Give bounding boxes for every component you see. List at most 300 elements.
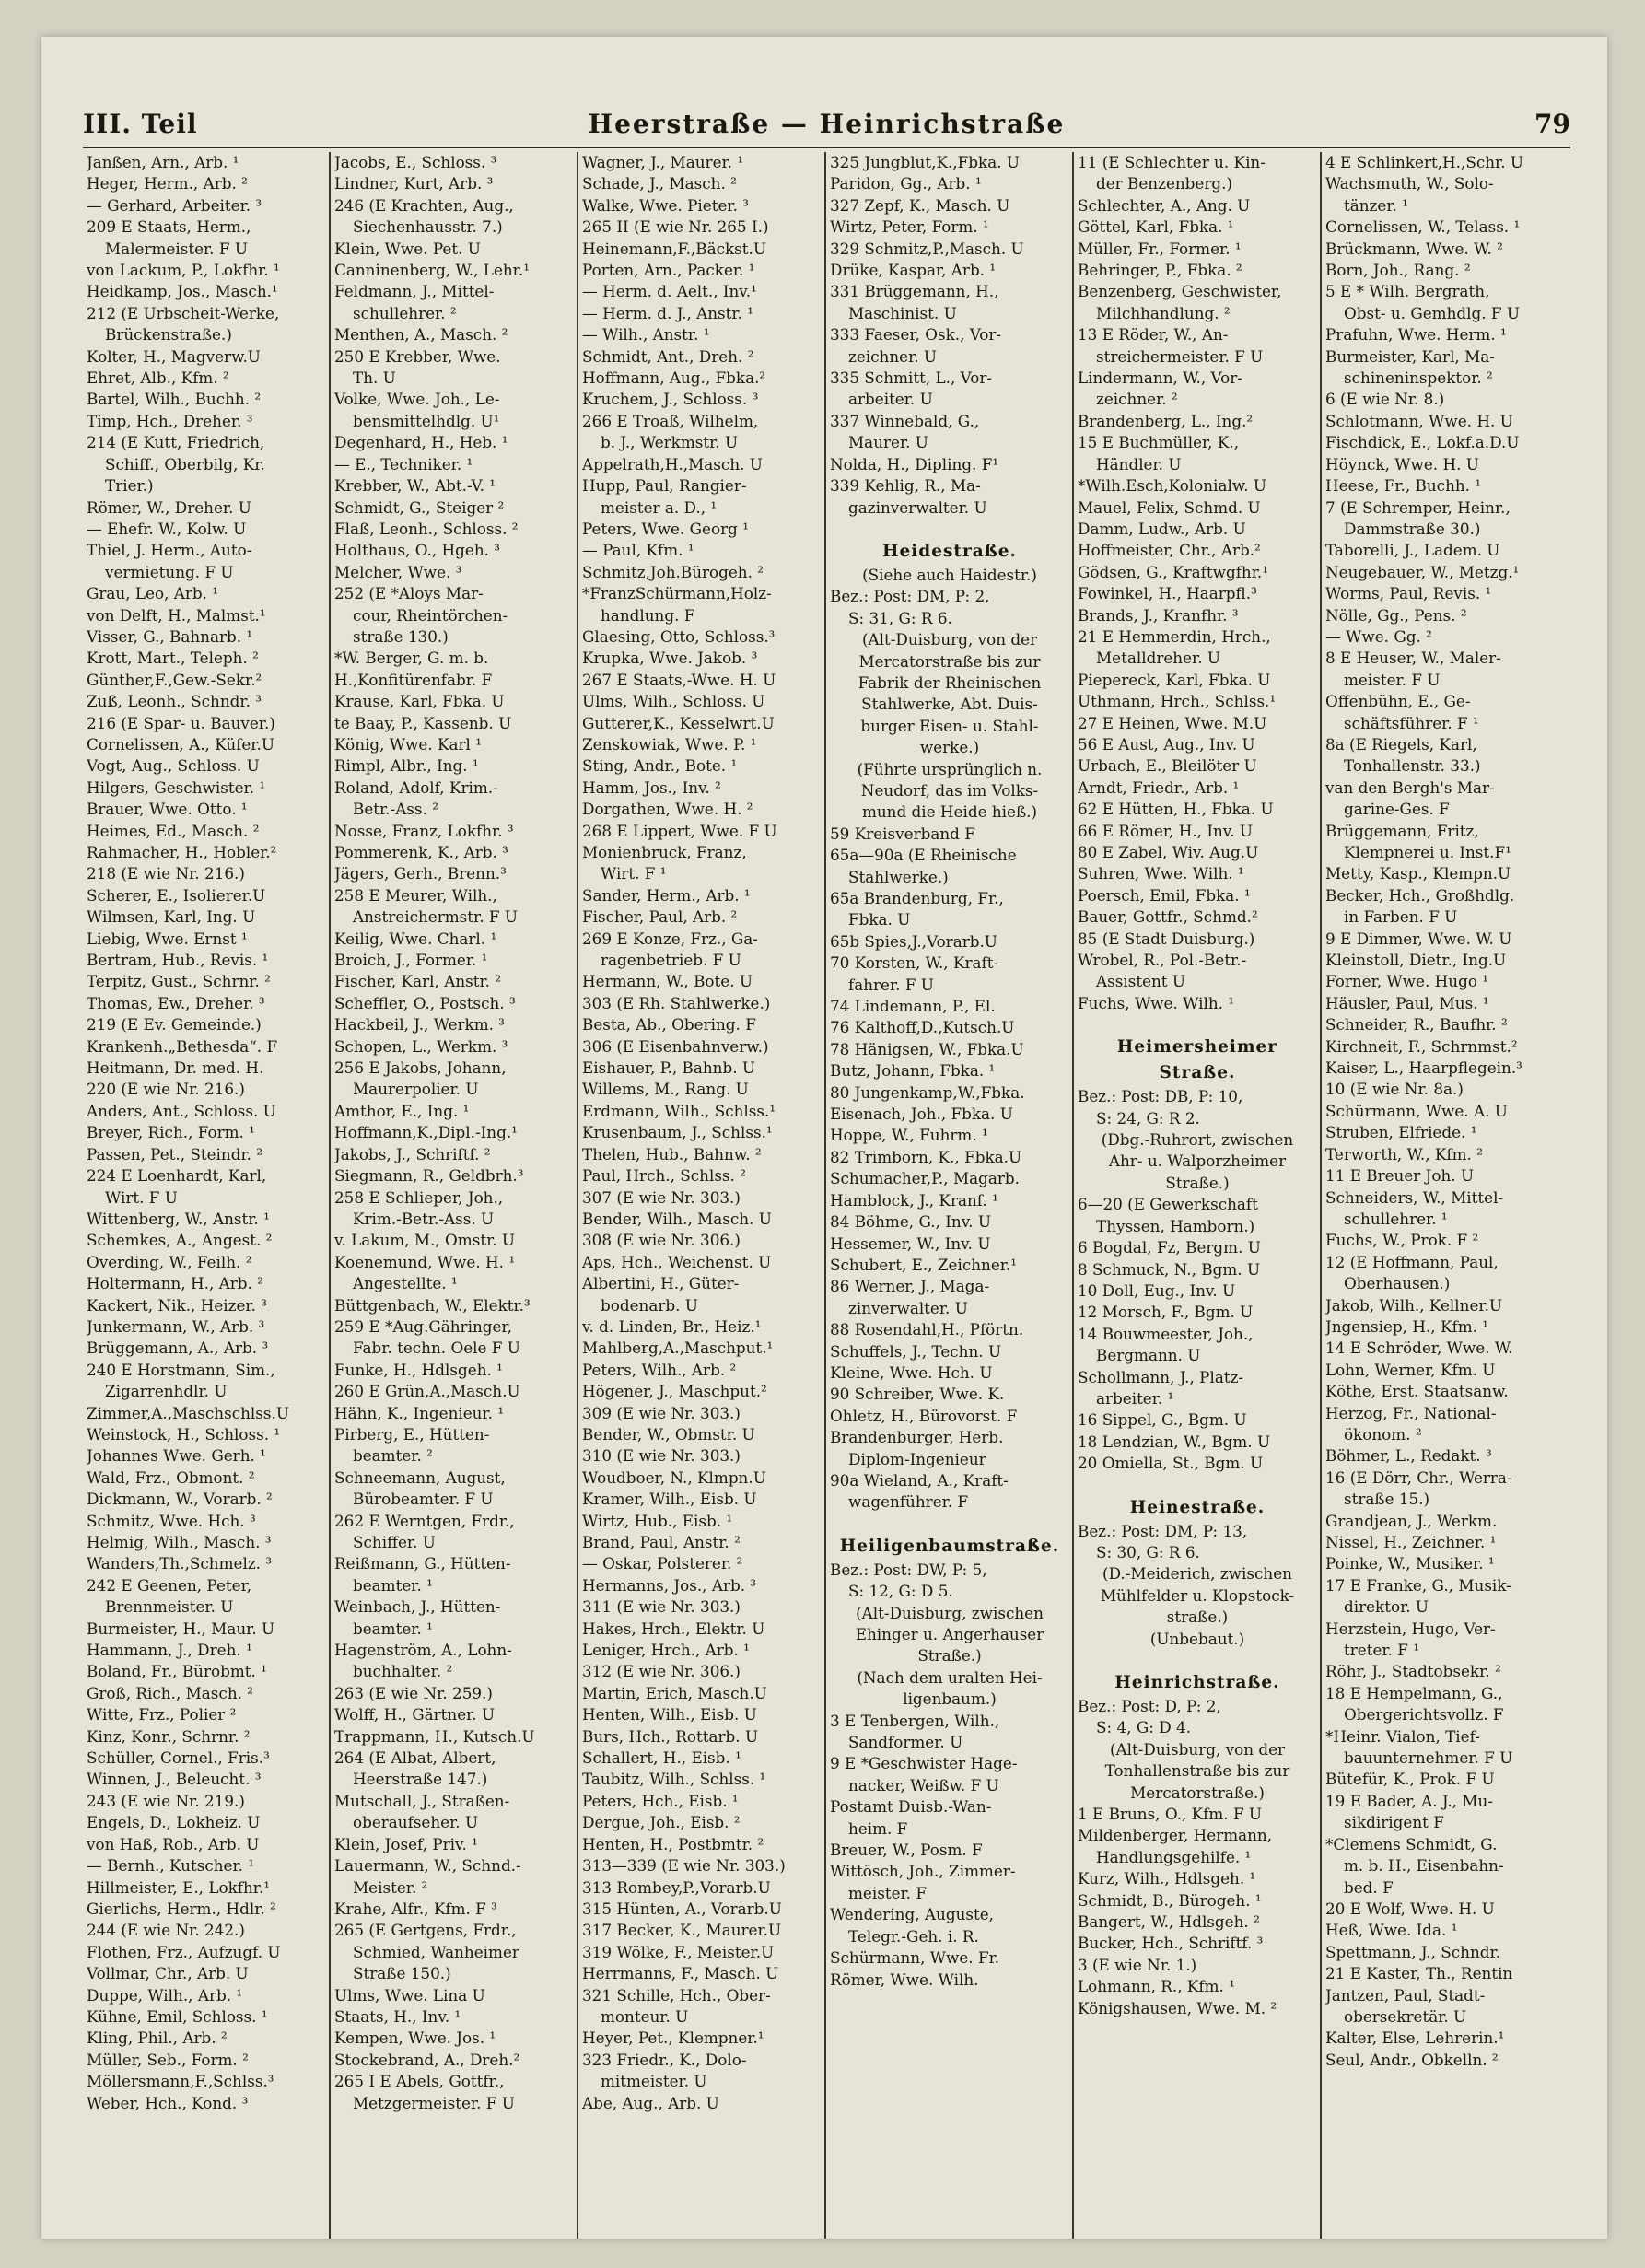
resident-entry: Häusler, Paul, Mus. ¹	[1325, 993, 1489, 1012]
resident-entry: Vollmar, Chr., Arb. U	[87, 1964, 249, 1983]
resident-entry: Klein, Wwe. Pet. U	[334, 239, 481, 258]
resident-entry: 7 (E Schremper, Heinr.,	[1325, 497, 1511, 517]
resident-entry: Brüggemann, Fritz,	[1325, 821, 1479, 840]
resident-entry: Schüller, Cornel., Fris.³	[87, 1748, 270, 1768]
resident-entry: mitmeister. U	[601, 2072, 707, 2091]
resident-entry: 313 Rombey,P.,Vorarb.U	[582, 1877, 771, 1897]
resident-entry: Hakes, Hrch., Elektr. U	[582, 1619, 765, 1638]
street-note: Neudorf, das im Volks-	[860, 780, 1039, 800]
street-note: Mercatorstraße bis zur	[858, 651, 1041, 671]
resident-entry: von Haß, Rob., Arb. U	[87, 1834, 260, 1853]
resident-entry: Wirt. F ¹	[601, 864, 667, 883]
street-note: (Unbebaut.)	[1149, 1629, 1245, 1648]
resident-entry: 3 E Tenbergen, Wilh.,	[830, 1711, 1000, 1730]
resident-entry: vermietung. F U	[105, 562, 234, 581]
resident-entry: Duppe, Wilh., Arb. ¹	[87, 1985, 243, 2005]
district-info: S: 30, G: R 6.	[1096, 1542, 1200, 1561]
resident-entry: — Wwe. Gg. ²	[1325, 626, 1432, 646]
resident-entry: 265 (E Gertgens, Frdr.,	[334, 1921, 517, 1940]
resident-entry: arbeiter. ¹	[1096, 1388, 1174, 1408]
street-note: mund die Heide hieß.)	[861, 802, 1038, 822]
resident-entry: Eisenach, Joh., Fbka. U	[830, 1105, 1013, 1124]
resident-entry: 242 E Geenen, Peter,	[87, 1575, 252, 1595]
resident-entry: 27 E Heinen, Wwe. M.U	[1078, 713, 1267, 732]
resident-entry: Herzog, Fr., National-	[1325, 1403, 1497, 1422]
resident-entry: Seul, Andr., Obkelln. ²	[1325, 2050, 1499, 2069]
resident-entry: Jantzen, Paul, Stadt-	[1325, 1985, 1486, 2005]
resident-entry: 8 E Heuser, W., Maler-	[1325, 649, 1501, 668]
resident-entry: Mahlberg,A.,Maschput.¹	[582, 1339, 774, 1358]
resident-entry: Hoppe, W., Fuhrm. ¹	[830, 1126, 988, 1145]
resident-entry: van den Bergh's Mar-	[1325, 777, 1495, 797]
resident-entry: Thyssen, Hamborn.)	[1096, 1216, 1255, 1235]
resident-entry: Nosse, Franz, Lokfhr. ³	[334, 821, 514, 840]
street-heading: Heiligenbaumstraße.	[839, 1536, 1060, 1556]
resident-entry: Böhmer, L., Redakt. ³	[1325, 1446, 1492, 1466]
resident-entry: Meister. ²	[353, 1877, 428, 1897]
resident-entry: 216 (E Spar- u. Bauver.)	[87, 713, 275, 732]
resident-entry: bed. F	[1344, 1877, 1394, 1897]
resident-entry: Heinemann,F.,Bäckst.U	[582, 239, 766, 258]
resident-entry: 8a (E Riegels, Karl,	[1325, 734, 1477, 754]
resident-entry: Schiffer. U	[353, 1533, 436, 1551]
resident-entry: sikdirigent F	[1344, 1813, 1444, 1832]
resident-entry: Anstreichermstr. F U	[353, 907, 518, 927]
resident-entry: 56 E Aust, Aug., Inv. U	[1078, 734, 1255, 754]
resident-entry: Schmidt, G., Steiger ²	[334, 497, 505, 517]
resident-entry: Groß, Rich., Masch. ²	[87, 1683, 254, 1702]
resident-entry: Abe, Aug., Arb. U	[582, 2093, 719, 2112]
resident-entry: Scheffler, O., Postsch. ³	[334, 993, 516, 1012]
district-info: Bez.: Post: DB, P: 10,	[1078, 1087, 1243, 1106]
resident-entry: ragenbetrieb. F U	[601, 951, 741, 970]
resident-entry: Rahmacher, H., Hobler.²	[87, 843, 277, 861]
street-heading: Heidestraße.	[882, 541, 1017, 561]
resident-entry: Tonhallenstr. 33.)	[1344, 756, 1481, 776]
resident-entry: Hermann, W., Bote. U	[582, 972, 753, 991]
resident-entry: Fowinkel, H., Haarpfl.³	[1078, 584, 1257, 603]
resident-entry: Brands, J., Kranfhr. ³	[1078, 605, 1239, 625]
resident-entry: — E., Techniker. ¹	[334, 454, 473, 473]
resident-entry: 321 Schille, Hch., Ober-	[582, 1985, 771, 2005]
resident-entry: 12 Morsch, F., Bgm. U	[1078, 1303, 1254, 1322]
resident-entry: 88 Rosendahl,H., Pförtn.	[830, 1320, 1024, 1339]
resident-entry: Terworth, W., Kfm. ²	[1325, 1144, 1483, 1163]
resident-entry: 19 E Bader, A. J., Mu-	[1325, 1791, 1494, 1810]
resident-entry: Poinke, W., Musiker. ¹	[1325, 1554, 1495, 1573]
resident-entry: 325 Jungblut,K.,Fbka. U	[830, 153, 1021, 171]
page-title: Heerstraße — Heinrichstraße	[588, 109, 1066, 139]
resident-entry: Malermeister. F U	[105, 239, 248, 258]
resident-entry: treter. F ¹	[1344, 1641, 1419, 1660]
resident-entry: Vogt, Aug., Schloss. U	[87, 756, 260, 776]
resident-entry: 256 E Jakobs, Johann,	[334, 1058, 507, 1078]
resident-entry: 16 (E Dörr, Chr., Werra-	[1325, 1467, 1512, 1487]
resident-entry: Jägers, Gerh., Brenn.³	[334, 864, 507, 883]
resident-entry: Klein, Josef, Priv. ¹	[334, 1834, 478, 1853]
resident-entry: Paul, Hrch., Schlss. ²	[582, 1166, 746, 1186]
resident-entry: Dergue, Joh., Eisb. ²	[582, 1813, 741, 1832]
resident-entry: 65b Spies,J.,Vorarb.U	[830, 931, 998, 951]
resident-entry: Müller, Seb., Form. ²	[87, 2050, 249, 2069]
resident-entry: 90a Wieland, A., Kraft-	[830, 1470, 1009, 1490]
resident-entry: Wachsmuth, W., Solo-	[1325, 174, 1494, 193]
resident-entry: 333 Faeser, Osk., Vor-	[830, 325, 1002, 345]
street-note: Ahr- u. Walporzheimer	[1108, 1152, 1287, 1171]
resident-entry: Dorgathen, Wwe. H. ²	[582, 800, 753, 819]
resident-entry: 268 E Lippert, Wwe. F U	[582, 821, 777, 840]
resident-entry: 313—339 (E wie Nr. 303.)	[582, 1856, 786, 1876]
resident-entry: Cornelissen, W., Telass. ¹	[1325, 217, 1521, 237]
resident-entry: Krim.-Betr.-Ass. U	[353, 1209, 495, 1228]
resident-entry: 6—20 (E Gewerkschaft	[1078, 1195, 1258, 1214]
resident-entry: Stockebrand, A., Dreh.²	[334, 2050, 520, 2069]
resident-entry: — Gerhard, Arbeiter. ³	[87, 195, 262, 215]
resident-entry: Holthaus, O., Hgeh. ³	[334, 541, 501, 560]
district-info: Bez.: Post: DW, P: 5,	[830, 1560, 987, 1579]
resident-entry: 5 E * Wilh. Bergrath,	[1325, 282, 1490, 301]
resident-entry: fahrer. F U	[848, 975, 934, 994]
resident-entry: Kalter, Else, Lehrerin.¹	[1325, 2028, 1505, 2048]
resident-entry: Wanders,Th.,Schmelz. ³	[87, 1554, 273, 1573]
resident-entry: Menthen, A., Masch. ²	[334, 325, 508, 345]
resident-entry: Bangert, W., Hdlsgeh. ²	[1078, 1912, 1260, 1932]
resident-entry: Betr.-Ass. ²	[353, 800, 438, 819]
resident-entry: 82 Trimborn, K., Fbka.U	[830, 1147, 1022, 1166]
resident-entry: Prafuhn, Wwe. Herm. ¹	[1325, 325, 1507, 345]
district-info: Bez.: Post: DM, P: 2,	[830, 587, 990, 606]
resident-entry: Bucker, Hch., Schriftf. ³	[1078, 1934, 1264, 1953]
resident-entry: Schmitz, Wwe. Hch. ³	[87, 1511, 256, 1530]
street-note: burger Eisen- u. Stahl-	[860, 716, 1039, 735]
column-1	[83, 152, 331, 2239]
resident-entry: Wittösch, Joh., Zimmer-	[830, 1862, 1016, 1881]
resident-entry: Kempen, Wwe. Jos. ¹	[334, 2028, 496, 2048]
resident-entry: Gödsen, G., Kraftwgfhr.¹	[1078, 562, 1268, 581]
resident-entry: 62 E Hütten, H., Fbka. U	[1078, 800, 1274, 819]
street-heading: Heimersheimer Straße.	[1116, 1037, 1278, 1083]
resident-entry: 323 Friedr., K., Dolo-	[582, 2050, 747, 2069]
resident-entry: Bertram, Hub., Revis. ¹	[87, 951, 269, 970]
resident-entry: Urbach, E., Bleilöter U	[1078, 756, 1257, 776]
resident-entry: Brückenstraße.)	[105, 325, 232, 345]
resident-entry: Pirberg, E., Hütten-	[334, 1424, 490, 1444]
resident-entry: — Bernh., Kutscher. ¹	[87, 1856, 255, 1876]
district-info: S: 4, G: D 4.	[1096, 1718, 1192, 1737]
resident-entry: Kühne, Emil, Schloss. ¹	[87, 2006, 268, 2026]
resident-entry: Hillmeister, E., Lokfhr.¹	[87, 1877, 271, 1897]
resident-entry: Hoffmann, Aug., Fbka.²	[582, 368, 766, 388]
resident-entry: Grau, Leo, Arb. ¹	[87, 584, 219, 603]
resident-entry: arbeiter. U	[848, 390, 933, 409]
resident-entry: 258 E Meurer, Wilh.,	[334, 885, 497, 905]
resident-entry: 259 E *Aug.Gähringer,	[334, 1316, 512, 1336]
resident-entry: Schlechter, A., Ang. U	[1078, 195, 1251, 215]
resident-entry: Wolff, H., Gärtner. U	[334, 1705, 496, 1724]
resident-entry: Hähn, K., Ingenieur. ¹	[334, 1403, 505, 1422]
resident-entry: 219 (E Ev. Gemeinde.)	[87, 1015, 262, 1035]
resident-entry: Krebber, W., Abt.-V. ¹	[334, 476, 496, 496]
column-6	[1322, 152, 1569, 2239]
resident-entry: Suhren, Wwe. Wilh. ¹	[1078, 864, 1244, 883]
resident-entry: Boland, Fr., Bürobmt. ¹	[87, 1662, 267, 1681]
resident-entry: 65a Brandenburg, Fr.,	[830, 889, 1004, 907]
resident-entry: bauunternehmer. F U	[1344, 1748, 1513, 1768]
resident-entry: Canninenberg, W., Lehr.¹	[334, 261, 530, 280]
resident-entry: 329 Schmitz,P.,Masch. U	[830, 239, 1024, 258]
resident-entry: Anders, Ant., Schloss. U	[87, 1101, 276, 1120]
resident-entry: Kling, Phil., Arb. ²	[87, 2028, 228, 2048]
resident-entry: Brüggemann, A., Arb. ³	[87, 1339, 269, 1358]
resident-entry: Born, Joh., Rang. ²	[1325, 261, 1471, 280]
resident-entry: Heese, Fr., Buchh. ¹	[1325, 476, 1482, 496]
resident-entry: Engels, D., Lokheiz. U	[87, 1813, 261, 1832]
resident-entry: 12 (E Hoffmann, Paul,	[1325, 1252, 1499, 1271]
resident-entry: Zimmer,A.,Maschschlss.U	[87, 1403, 289, 1422]
resident-entry: 209 E Staats, Herm.,	[87, 217, 251, 237]
resident-entry: Obst- u. Gemhdlg. F U	[1344, 303, 1521, 322]
resident-entry: Butz, Johann, Fbka. ¹	[830, 1061, 996, 1081]
resident-entry: Bartel, Wilh., Buchh. ²	[87, 390, 262, 409]
resident-entry: Wagner, J., Maurer. ¹	[582, 153, 744, 171]
street-note: Fabrik der Rheinischen	[858, 672, 1042, 692]
resident-entry: Schemkes, A., Angest. ²	[87, 1231, 273, 1250]
resident-entry: ökonom. ²	[1344, 1424, 1422, 1444]
resident-entry: Lohmann, R., Kfm. ¹	[1078, 1977, 1235, 1996]
resident-entry: 21 E Kaster, Th., Rentin	[1325, 1964, 1513, 1983]
resident-entry: Leniger, Hrch., Arb. ¹	[582, 1641, 750, 1660]
resident-entry: Heß, Wwe. Ida. ¹	[1325, 1921, 1458, 1940]
resident-entry: 80 Jungenkamp,W.,Fbka.	[830, 1082, 1025, 1102]
resident-entry: H.,Konfitürenfabr. F	[334, 670, 493, 689]
resident-entry: Schumacher,P., Magarb.	[830, 1169, 1021, 1188]
resident-entry: Mauel, Felix, Schmd. U	[1078, 497, 1261, 517]
resident-entry: 76 Kalthoff,D.,Kutsch.U	[830, 1018, 1015, 1037]
resident-entry: Fbka. U	[848, 910, 911, 929]
resident-entry: Schmidt, B., Bürogeh. ¹	[1078, 1890, 1262, 1910]
resident-entry: Schneider, R., Baufhr. ²	[1325, 1015, 1508, 1035]
resident-entry: Bender, Wilh., Masch. U	[582, 1209, 772, 1228]
resident-entry: meister. F U	[1344, 670, 1441, 689]
resident-entry: Ulms, Wwe. Lina U	[334, 1985, 485, 2005]
resident-entry: zeichner. ²	[1096, 390, 1178, 409]
section-label: III. Teil	[83, 109, 198, 139]
resident-entry: *FranzSchürmann,Holz-	[582, 584, 772, 603]
resident-entry: Lindner, Kurt, Arb. ³	[334, 174, 494, 193]
resident-entry: Klempnerei u. Inst.F¹	[1344, 843, 1511, 861]
resident-entry: Monienbruck, Franz,	[582, 843, 747, 861]
resident-entry: Brand, Paul, Anstr. ²	[582, 1533, 741, 1551]
street-note: ligenbaum.)	[903, 1689, 997, 1709]
resident-entry: Breuer, W., Posm. F	[830, 1841, 983, 1860]
resident-entry: 308 (E wie Nr. 306.)	[582, 1231, 741, 1250]
resident-entry: Lindermann, W., Vor-	[1078, 368, 1242, 388]
resident-entry: Weinbach, J., Hütten-	[334, 1597, 501, 1617]
resident-entry: Siechenhausstr. 7.)	[353, 217, 503, 237]
resident-entry: Peters, Wilh., Arb. ²	[582, 1360, 737, 1379]
resident-entry: Rimpl, Albr., Ing. ¹	[334, 756, 479, 776]
resident-entry: Flothen, Frz., Aufzugf. U	[87, 1942, 281, 1961]
resident-entry: Händler. U	[1096, 454, 1182, 473]
resident-entry: Walke, Wwe. Pieter. ³	[582, 195, 749, 215]
resident-entry: 212 (E Urbscheit-Werke,	[87, 303, 280, 322]
resident-entry: Burs, Hch., Rottarb. U	[582, 1726, 759, 1746]
resident-entry: Peters, Hch., Eisb. ¹	[582, 1791, 739, 1810]
street-note: Tonhallenstraße bis zur	[1104, 1761, 1290, 1781]
resident-entry: schineninspektor. ²	[1344, 368, 1493, 388]
resident-entry: Metty, Kasp., Klempn.U	[1325, 864, 1511, 883]
resident-entry: Besta, Ab., Obering. F	[582, 1015, 756, 1035]
resident-entry: Schneemann, August,	[334, 1467, 506, 1487]
resident-entry: schullehrer. ²	[353, 303, 457, 322]
resident-entry: Overding, W., Feilh. ²	[87, 1252, 252, 1271]
resident-entry: monteur. U	[601, 2006, 689, 2026]
resident-entry: Dammstraße 30.)	[1344, 519, 1481, 538]
resident-entry: Martin, Erich, Masch.U	[582, 1683, 767, 1702]
column-3	[578, 152, 826, 2239]
resident-entry: Willems, M., Rang. U	[582, 1080, 749, 1099]
resident-entry: Hoffmann,K.,Dipl.-Ing.¹	[334, 1123, 518, 1142]
resident-entry: Mildenberger, Hermann,	[1078, 1826, 1273, 1845]
resident-entry: b. J., Werkmstr. U	[601, 433, 739, 452]
resident-entry: Bauer, Gottfr., Schmd.²	[1078, 907, 1258, 927]
resident-entry: Jacobs, E., Schloss. ³	[334, 153, 497, 171]
resident-entry: Maschinist. U	[848, 303, 957, 322]
resident-entry: 262 E Werntgen, Frdr.,	[334, 1511, 515, 1530]
resident-entry: Ulms, Wilh., Schloss. U	[582, 692, 765, 711]
resident-entry: heim. F	[848, 1818, 908, 1838]
resident-entry: Fischer, Paul, Arb. ²	[582, 907, 738, 927]
resident-entry: 265 I E Abels, Gottfr.,	[334, 2072, 505, 2091]
resident-entry: 303 (E Rh. Stahlwerke.)	[582, 993, 771, 1012]
resident-entry: Nolda, H., Dipling. F¹	[830, 454, 999, 473]
resident-entry: 10 Doll, Eug., Inv. U	[1078, 1280, 1236, 1300]
resident-entry: 337 Winnebald, G.,	[830, 411, 980, 430]
resident-entry: 3 (E wie Nr. 1.)	[1078, 1955, 1197, 1974]
resident-entry: Hammann, J., Dreh. ¹	[87, 1641, 252, 1660]
resident-entry: Pommerenk, K., Arb. ³	[334, 843, 508, 861]
resident-entry: Herzstein, Hugo, Ver-	[1325, 1619, 1496, 1638]
resident-entry: *Heinr. Vialon, Tief-	[1325, 1726, 1480, 1746]
resident-entry: Krusenbaum, J., Schlss.¹	[582, 1123, 773, 1142]
resident-entry: Sander, Herm., Arb. ¹	[582, 885, 751, 905]
resident-entry: Fischdick, E., Lokf.a.D.U	[1325, 433, 1520, 452]
resident-entry: Herrmanns, F., Masch. U	[582, 1964, 779, 1983]
resident-entry: Wirtz, Peter, Form. ¹	[830, 217, 989, 237]
resident-entry: 327 Zepf, K., Masch. U	[830, 195, 1010, 215]
street-note: (Siehe auch Haidestr.)	[862, 565, 1037, 584]
resident-entry: Helmig, Wilh., Masch. ³	[87, 1533, 272, 1551]
resident-entry: nacker, Weißw. F U	[848, 1775, 999, 1795]
resident-entry: 15 E Buchmüller, K.,	[1078, 433, 1240, 452]
resident-entry: Telegr.-Geh. i. R.	[848, 1926, 979, 1946]
resident-entry: Henten, H., Postbmtr. ²	[582, 1834, 764, 1853]
resident-entry: Wittenberg, W., Anstr. ¹	[87, 1209, 270, 1228]
resident-entry: 310 (E wie Nr. 303.)	[582, 1446, 741, 1466]
resident-entry: Junkermann, W., Arb. ³	[87, 1316, 265, 1336]
resident-entry: Grandjean, J., Werkm.	[1325, 1511, 1498, 1530]
resident-entry: Schade, J., Masch. ²	[582, 174, 737, 193]
resident-entry: Kinz, Konr., Schrnr. ²	[87, 1726, 251, 1746]
resident-entry: 18 E Hempelmann, G.,	[1325, 1683, 1503, 1702]
resident-entry: Burmeister, Karl, Ma-	[1325, 346, 1495, 366]
resident-entry: 4 E Schlinkert,H.,Schr. U	[1325, 153, 1524, 171]
resident-entry: beamter. ¹	[353, 1575, 433, 1595]
resident-entry: Trappmann, H., Kutsch.U	[334, 1726, 535, 1746]
resident-entry: 250 E Krebber, Wwe.	[334, 346, 501, 366]
resident-entry: 269 E Konze, Frz., Ga-	[582, 929, 758, 948]
resident-entry: Witte, Frz., Polier ²	[87, 1705, 237, 1724]
resident-entry: 20 E Wolf, Wwe. H. U	[1325, 1899, 1495, 1918]
resident-entry: Schmitz,Joh.Bürogeh. ²	[582, 562, 764, 581]
resident-entry: Kramer, Wilh., Eisb. U	[582, 1490, 757, 1509]
resident-entry: Wilmsen, Karl, Ing. U	[87, 907, 256, 927]
resident-entry: Funke, H., Hdlsgeh. ¹	[334, 1360, 503, 1379]
district-info: S: 24, G: R 2.	[1096, 1108, 1200, 1128]
resident-entry: 16 Sippel, G., Bgm. U	[1078, 1410, 1247, 1430]
resident-entry: Dickmann, W., Vorarb. ²	[87, 1490, 273, 1509]
resident-entry: Angestellte. ¹	[353, 1274, 458, 1293]
resident-entry: Metalldreher. U	[1096, 649, 1221, 668]
street-note: Mühlfelder u. Klopstock-	[1100, 1585, 1295, 1605]
resident-entry: 65a—90a (E Rheinische	[830, 846, 1017, 865]
resident-entry: Holtermann, H., Arb. ²	[87, 1274, 263, 1293]
resident-entry: 13 E Röder, W., An-	[1078, 325, 1229, 345]
resident-entry: 90 Schreiber, Wwe. K.	[830, 1385, 1005, 1404]
page-header	[83, 101, 1570, 148]
resident-entry: Maurerpolier. U	[353, 1080, 479, 1099]
resident-entry: Erdmann, Wilh., Schlss.¹	[582, 1101, 776, 1120]
resident-entry: v. Lakum, M., Omstr. U	[334, 1231, 516, 1250]
resident-entry: 11 (E Schlechter u. Kin-	[1078, 153, 1266, 171]
street-note: Ehinger u. Angerhauser	[855, 1625, 1044, 1643]
resident-entry: Heerstraße 147.)	[353, 1770, 488, 1789]
resident-entry: Reißmann, G., Hütten-	[334, 1554, 511, 1573]
resident-entry: Jakobs, J., Schriftf. ²	[334, 1144, 491, 1163]
resident-entry: Kleinstoll, Dietr., Ing.U	[1325, 951, 1507, 970]
resident-entry: Zigarrenhdlr. U	[105, 1382, 228, 1401]
resident-entry: 335 Schmitt, L., Vor-	[830, 368, 993, 388]
street-note: (Alt-Duisburg, von der	[1109, 1739, 1286, 1759]
resident-entry: Obergerichtsvollz. F	[1344, 1705, 1504, 1724]
resident-entry: Forner, Wwe. Hugo ¹	[1325, 972, 1488, 991]
resident-entry: Stahlwerke.)	[848, 867, 949, 886]
resident-entry: — Paul, Kfm. ¹	[582, 541, 694, 560]
resident-entry: Timp, Hch., Dreher. ³	[87, 411, 253, 430]
resident-entry: Aps, Hch., Weichenst. U	[582, 1252, 772, 1271]
resident-entry: meister. F	[848, 1883, 927, 1902]
resident-entry: Hamblock, J., Kranf. ¹	[830, 1190, 998, 1210]
resident-entry: 220 (E wie Nr. 216.)	[87, 1080, 245, 1099]
resident-entry: Schürmann, Wwe. A. U	[1325, 1101, 1508, 1120]
column-2	[331, 152, 578, 2239]
resident-entry: Koenemund, Wwe. H. ¹	[334, 1252, 516, 1271]
resident-entry: Wendering, Auguste,	[830, 1905, 994, 1924]
resident-entry: Wald, Frz., Obmont. ²	[87, 1467, 255, 1487]
resident-entry: garine-Ges. F	[1344, 800, 1450, 819]
resident-entry: 214 (E Kutt, Friedrich,	[87, 433, 265, 452]
resident-entry: Piepereck, Karl, Fbka. U	[1078, 670, 1271, 689]
resident-entry: Milchhandlung. ²	[1096, 303, 1231, 322]
resident-entry: Heidkamp, Jos., Masch.¹	[87, 282, 278, 301]
resident-entry: Ohletz, H., Bürovorst. F	[830, 1406, 1018, 1425]
resident-entry: Spettmann, J., Schndr.	[1325, 1942, 1501, 1961]
resident-entry: Passen, Pet., Steindr. ²	[87, 1144, 263, 1163]
resident-entry: 252 (E *Aloys Mar-	[334, 584, 484, 603]
resident-entry: beamter. ¹	[353, 1619, 433, 1638]
resident-entry: Staats, H., Inv. ¹	[334, 2006, 461, 2026]
resident-entry: Brandenburger, Herb.	[830, 1428, 1004, 1447]
